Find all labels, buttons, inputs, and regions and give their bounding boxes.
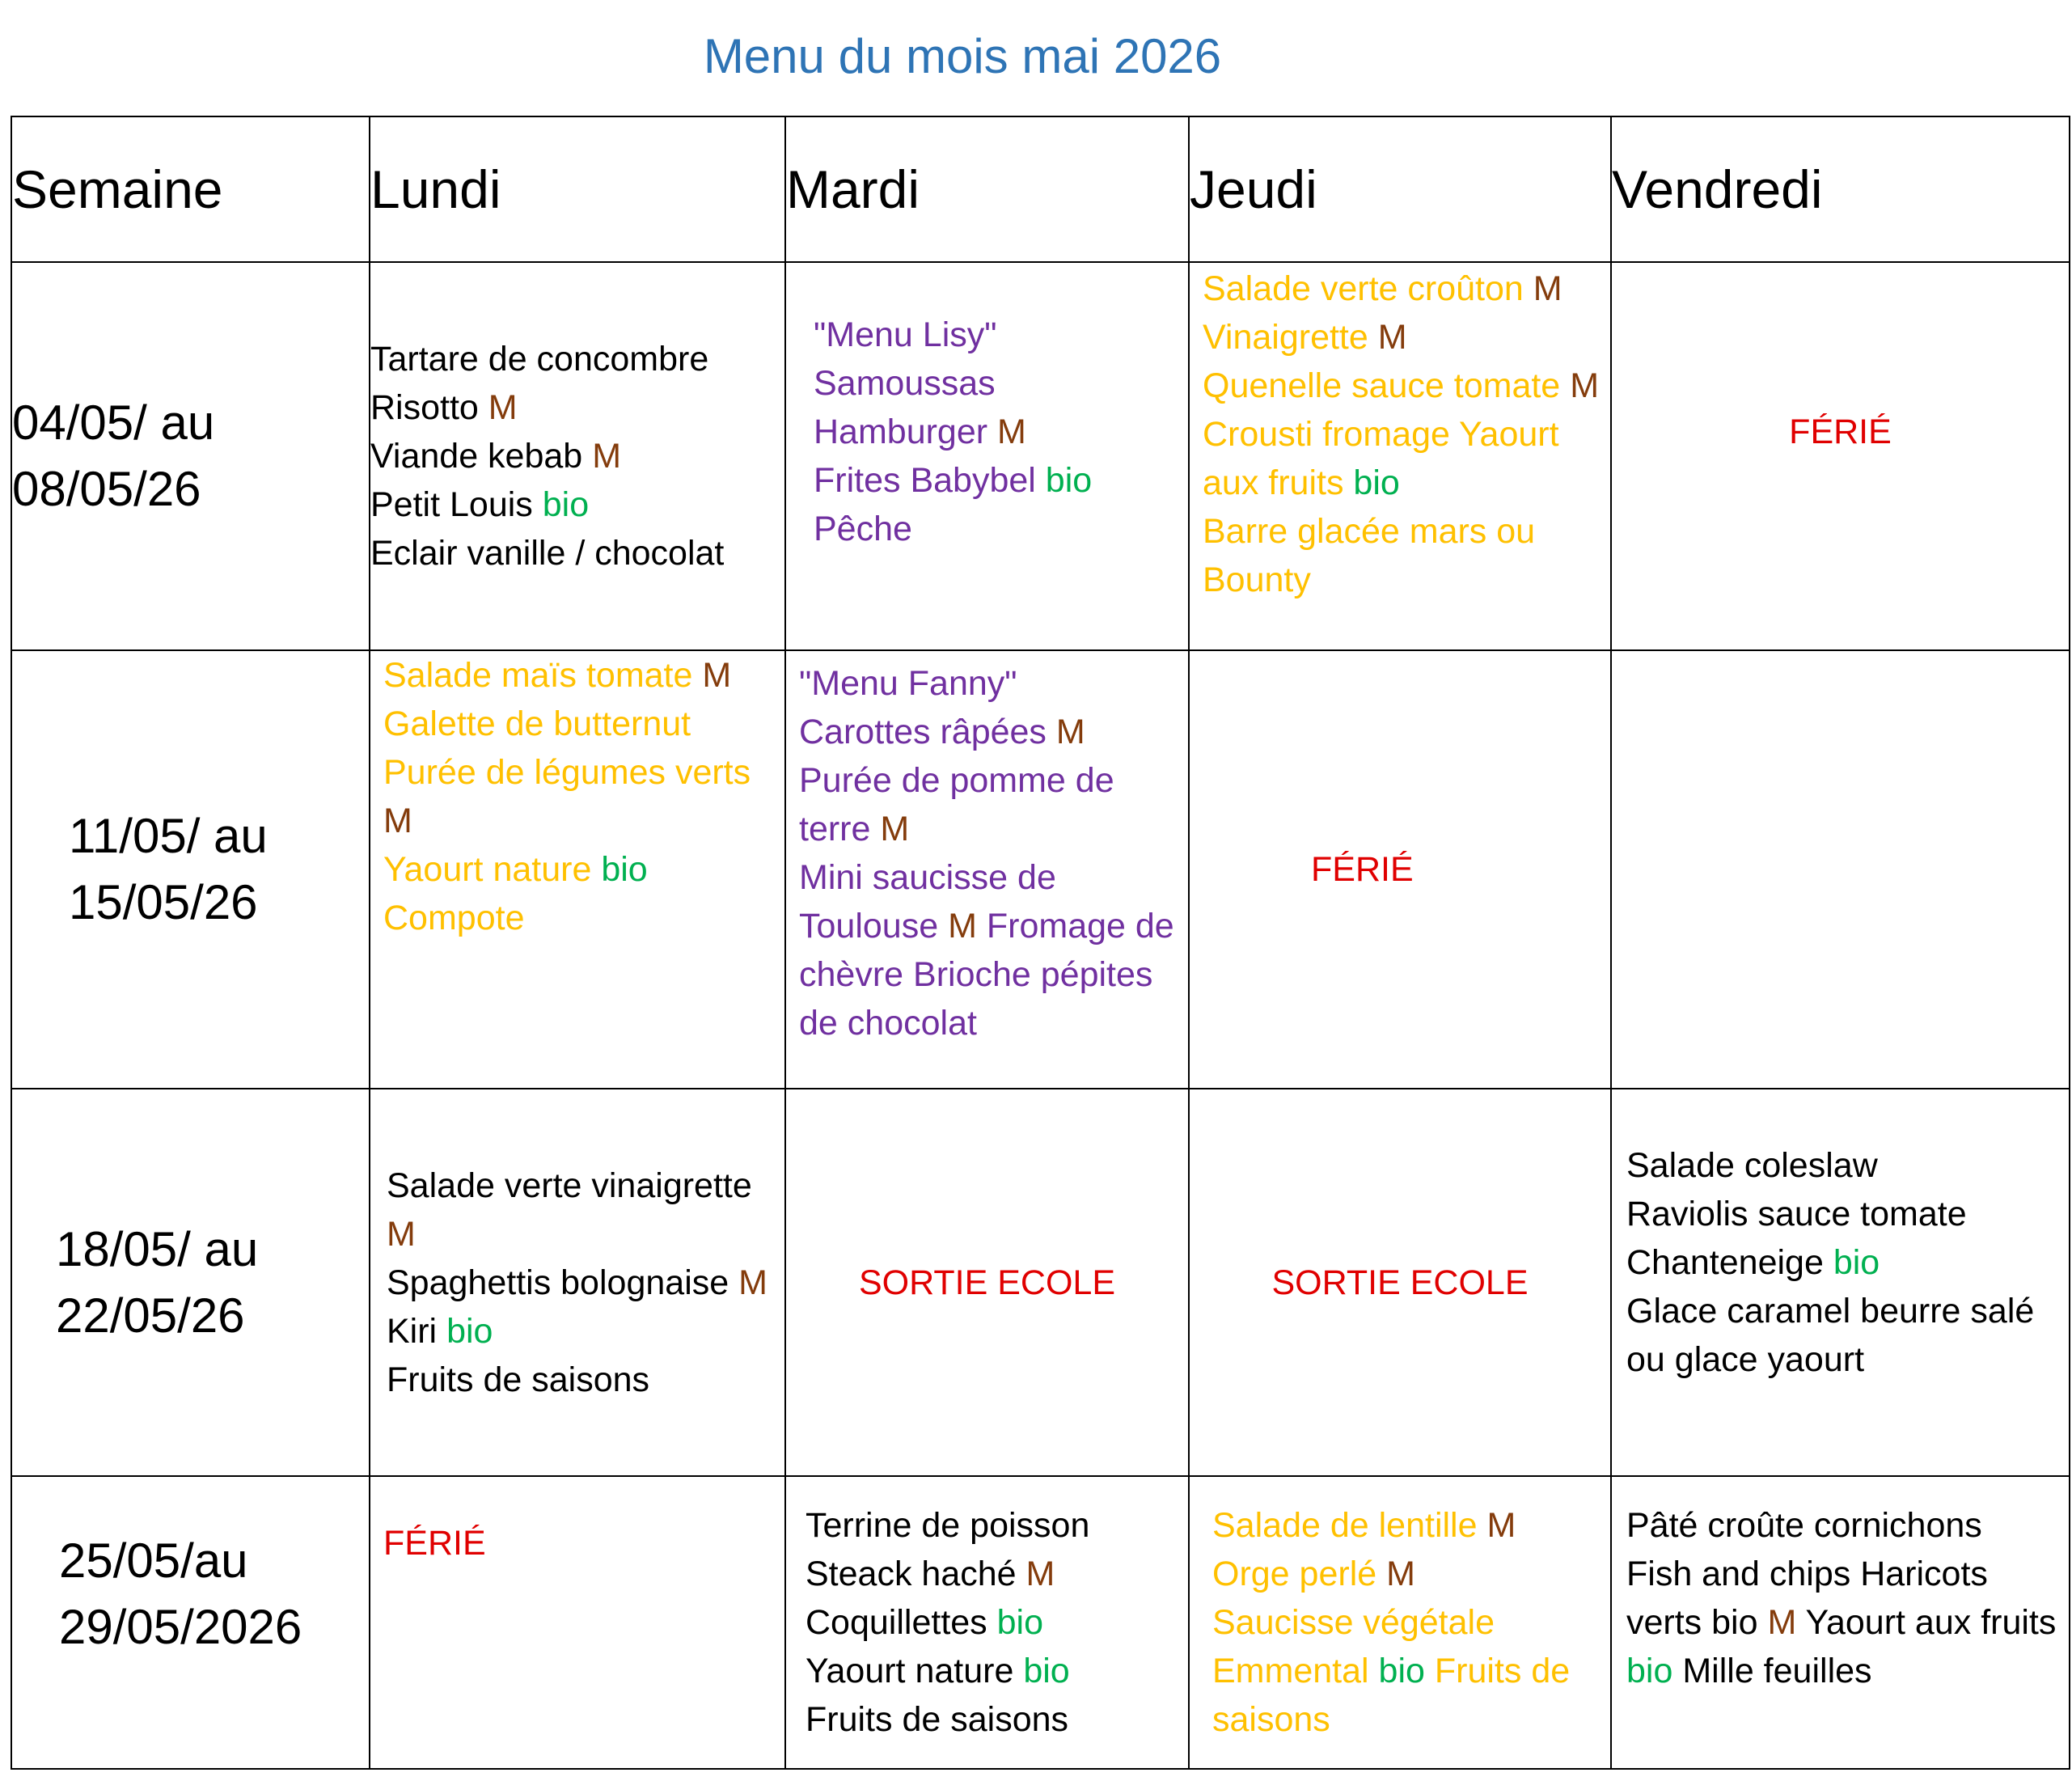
- menu-item: Glace caramel beurre salé ou glace yaourt: [1626, 1291, 2035, 1379]
- menu-item: Pêche: [814, 510, 912, 548]
- menu-cell-tuesday: [785, 1089, 1189, 1476]
- header-friday: Vendredi: [1611, 116, 2070, 262]
- menu-item: Quenelle sauce tomate M: [1203, 366, 1600, 405]
- table-row: [11, 1089, 2070, 1476]
- menu-item: Fruits de saisons: [387, 1360, 650, 1399]
- table-row: [11, 650, 2070, 1089]
- week-label: 04/05/ au 08/05/26: [11, 262, 370, 650]
- menu-cell-monday: [370, 1476, 785, 1769]
- menu-item: Salade de lentille M: [1212, 1506, 1516, 1545]
- menu-cell-monday: [370, 650, 785, 1089]
- menu-cell-friday: [1611, 262, 2070, 650]
- menu-item: Kiri bio: [387, 1311, 493, 1351]
- week-label: 18/05/ au 22/05/26: [11, 1089, 370, 1476]
- menu-item: Fish and chips Haricots verts bio M Yaourt aux fruits bio Mille feuilles: [1626, 1555, 2057, 1690]
- menu-item: Eclair vanille / chocolat: [370, 534, 725, 573]
- menu-cell-thursday: [1189, 1089, 1611, 1476]
- menu-item: Risotto M: [370, 388, 518, 427]
- menu-cell-tuesday: [785, 262, 1189, 650]
- menu-cell-tuesday: [785, 1476, 1189, 1769]
- menu-item: Hamburger M: [814, 412, 1026, 451]
- header-thursday: Jeudi: [1189, 116, 1611, 262]
- header-week: Semaine: [11, 116, 370, 262]
- table-row: [11, 262, 2070, 650]
- holiday-label: FÉRIÉ: [1311, 850, 1414, 889]
- header-tuesday: Mardi: [785, 116, 1189, 262]
- menu-cell-thursday: [1189, 650, 1611, 1089]
- menu-item: Steack haché M: [806, 1555, 1055, 1593]
- menu-cell-tuesday: [785, 650, 1189, 1089]
- menu-item: Saucisse végétale: [1212, 1603, 1495, 1642]
- menu-table: [11, 116, 2070, 1770]
- menu-item: Terrine de poisson: [806, 1506, 1090, 1545]
- menu-item: Galette de butternut: [383, 704, 691, 743]
- week-label: 11/05/ au 15/05/26: [11, 650, 370, 1089]
- menu-item: Fruits de saisons: [806, 1700, 1069, 1739]
- menu-item: Tartare de concombre: [370, 340, 709, 379]
- table-row: [11, 1476, 2070, 1769]
- menu-item: Petit Louis bio: [370, 485, 590, 524]
- menu-item: Crousti fromage Yaourt aux fruits bio: [1203, 415, 1559, 502]
- menu-item: Carottes râpées M: [799, 713, 1085, 751]
- header-monday: Lundi: [370, 116, 785, 262]
- page-title: Menu du mois mai 2026: [703, 29, 1222, 83]
- menu-item: Salade verte vinaigrette M: [387, 1165, 752, 1254]
- menu-item: Compote: [383, 899, 525, 937]
- menu-item: Coquillettes bio: [806, 1603, 1044, 1642]
- menu-cell-thursday: [1189, 1476, 1611, 1769]
- menu-item: Spaghettis bolognaise M: [387, 1263, 767, 1302]
- menu-item: Vinaigrette M: [1203, 318, 1407, 357]
- menu-item: Yaourt nature bio: [383, 850, 648, 889]
- holiday-label: FÉRIÉ: [383, 1524, 486, 1563]
- menu-cell-friday: [1611, 1476, 2070, 1769]
- menu-item: Samoussas: [814, 364, 996, 403]
- menu-cell-thursday: [1189, 262, 1611, 650]
- menu-cell-friday: [1611, 650, 2070, 1089]
- menu-item: Salade coleslaw: [1626, 1145, 1878, 1185]
- header-row: [11, 116, 2070, 262]
- menu-item: Raviolis sauce tomate: [1626, 1194, 1967, 1233]
- school-trip-label: SORTIE ECOLE: [1271, 1263, 1529, 1302]
- menu-item: Viande kebab M: [370, 437, 622, 476]
- menu-item: Emmental bio Fruits de saisons: [1212, 1652, 1571, 1739]
- menu-item: Purée de pomme de terre M: [799, 761, 1114, 848]
- menu-item: Yaourt nature bio: [806, 1652, 1070, 1690]
- menu-cell-monday: [370, 262, 785, 650]
- menu-item: Frites Babybel bio: [814, 461, 1093, 500]
- menu-item: "Menu Fanny": [799, 664, 1017, 703]
- menu-cell-monday: [370, 1089, 785, 1476]
- menu-item: Orge perlé M: [1212, 1555, 1415, 1593]
- menu-item: Salade maïs tomate M: [383, 656, 732, 695]
- menu-item: "Menu Lisy": [814, 315, 997, 354]
- menu-item: Chanteneige bio: [1626, 1242, 1880, 1282]
- menu-item: Mini saucisse de Toulouse M Fromage de chèvre Brioche pépites de chocolat: [799, 858, 1174, 1043]
- menu-item: Purée de légumes verts M: [383, 753, 751, 840]
- week-label: 25/05/au 29/05/2026: [11, 1476, 370, 1769]
- menu-item: Salade verte croûton M: [1203, 269, 1562, 308]
- menu-item: Pâté croûte cornichons: [1626, 1506, 1982, 1545]
- holiday-label: FÉRIÉ: [1789, 412, 1892, 451]
- school-trip-label: SORTIE ECOLE: [858, 1263, 1116, 1302]
- menu-cell-friday: [1611, 1089, 2070, 1476]
- menu-item: Barre glacée mars ou Bounty: [1203, 512, 1536, 599]
